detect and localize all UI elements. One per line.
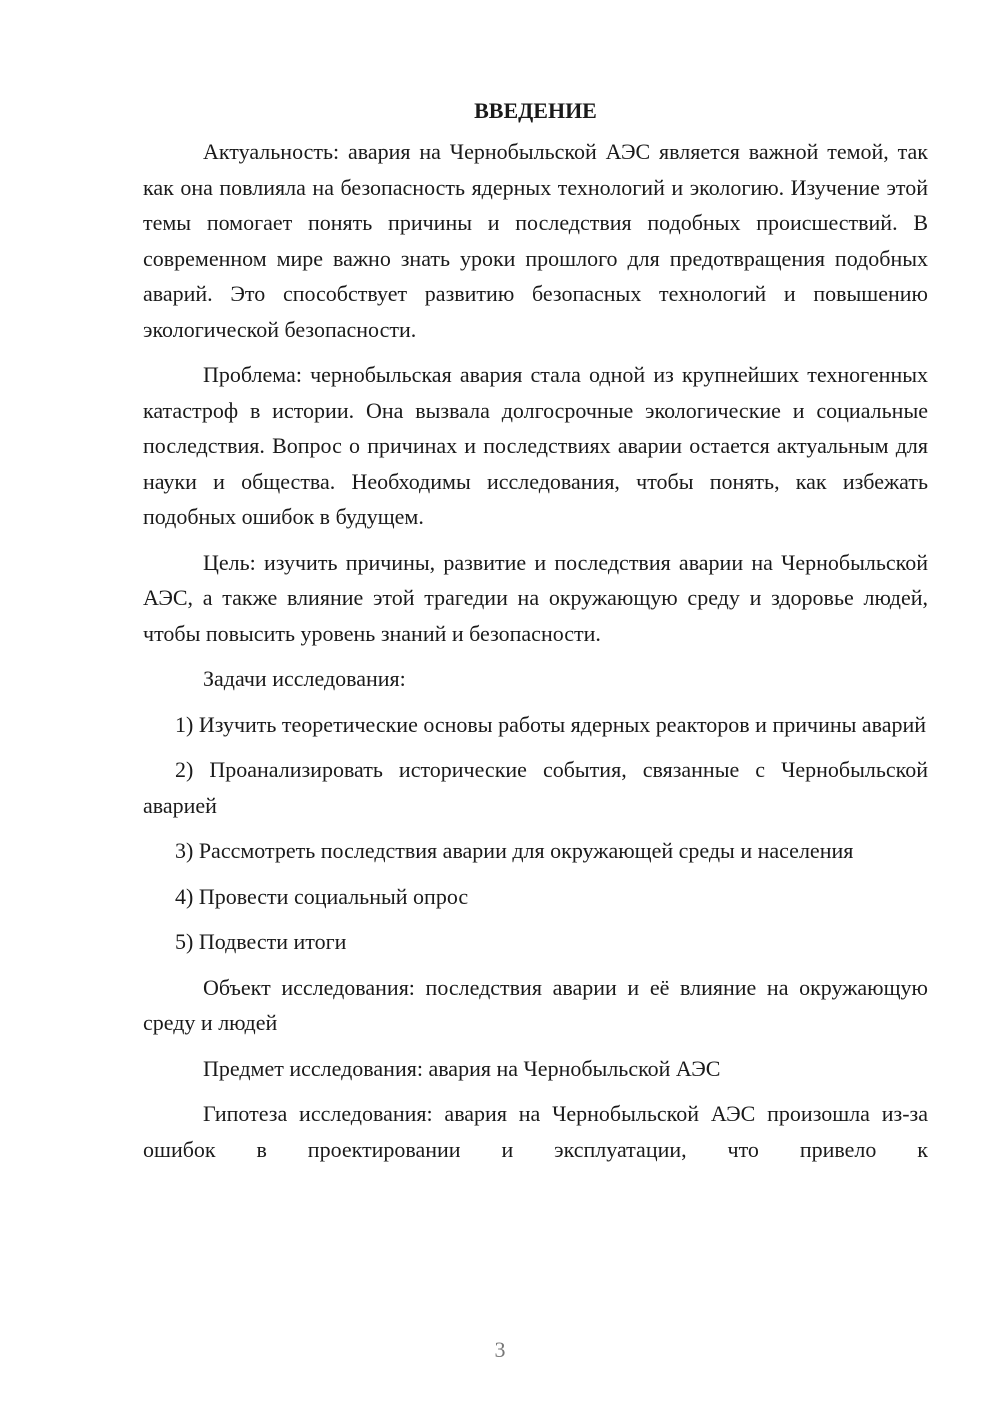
list-item-task-3: 3) Рассмотреть последствия аварии для окружающей среды и населения (175, 838, 854, 863)
page-content (143, 92, 928, 1177)
paragraph-goal: Цель: изучить причины, развитие и последствия аварии на Чернобыльской АЭС, а также влияние этой трагедии на окружающую среду и здоровье людей, чтобы повысить уровень знаний и безопасности. (143, 549, 928, 646)
page-number: 3 (494, 1337, 506, 1362)
paragraph-tasks-title: Задачи исследования: (203, 666, 406, 691)
paragraph-hypothesis: Гипотеза исследования: авария на Чернобыльской АЭС произошла из-за ошибок в проектировании и эксплуатации, что привело к (143, 1101, 928, 1162)
paragraph-subject: Предмет исследования: авария на Чернобыльской АЭС (203, 1055, 721, 1081)
section-heading: ВВЕДЕНИЕ (474, 98, 597, 123)
list-item-task-4: 4) Провести социальный опрос (175, 883, 469, 909)
list-item-task-1: 1) Изучить теоретические основы работы ядерных реакторов и причины аварий (175, 711, 927, 737)
paragraph-relevance: Актуальность: авария на Чернобыльской АЭС является важной темой, так как она повлияла на безопасность ядерных технологий и экологию. Изучение этой темы помогает понять причины и последствия подобных происшествий. В современном мире важно знать уроки прошлого для предотвращения подобных аварий. Это способствует развитию безопасных технологий и повышению экологической безопасности. (143, 139, 928, 342)
paragraph-object: Объект исследования: последствия аварии и её влияние на окружающую среду и людей (143, 974, 928, 1035)
list-item-task-5: 5) Подвести итоги (175, 929, 347, 954)
paragraph-problem: Проблема: чернобыльская авария стала одной из крупнейших техногенных катастроф в истории. Она вызвала долгосрочные экологические и социальные последствия. Вопрос о причинах и последствиях аварии остается актуальным для науки и общества. Необходимы исследования, чтобы понять, как избежать подобных ошибок в будущем. (143, 362, 928, 529)
list-item-task-2: 2) Проанализировать исторические события, связанные с Чернобыльской аварией (143, 757, 928, 818)
